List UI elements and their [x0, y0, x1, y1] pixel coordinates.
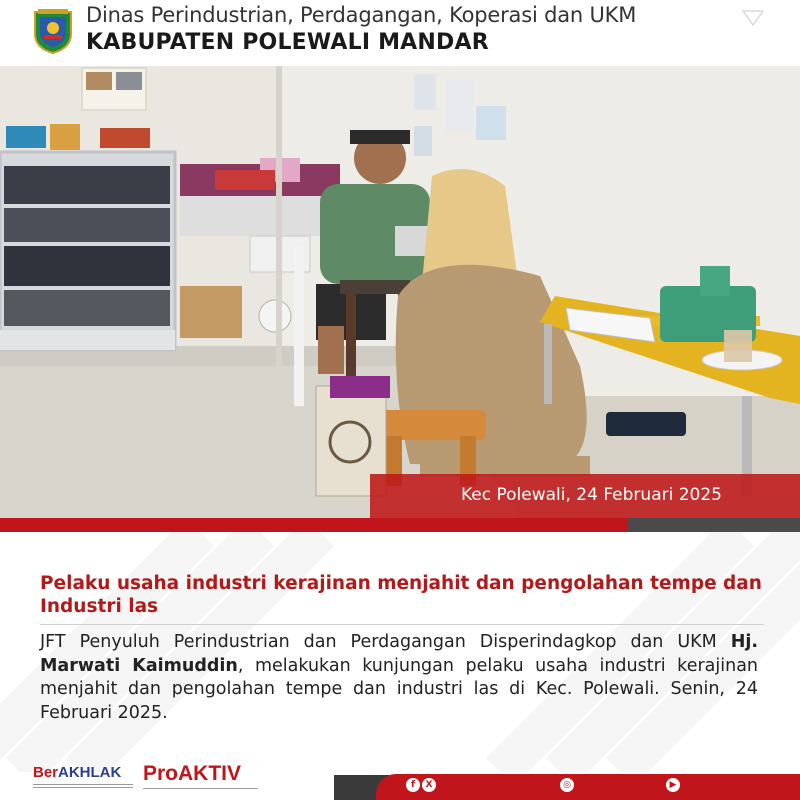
photo-caption: Kec Polewali, 24 Februari 2025 — [460, 485, 722, 505]
berakhlak-logo — [33, 760, 133, 796]
article-title: Pelaku usaha industri kerajinan menjahit dan pengolahan tempe dan Industri las — [40, 573, 762, 617]
person-name: Hj. Marwati Kaimuddin — [40, 632, 758, 676]
youtube-icon[interactable]: ▶ — [666, 778, 680, 792]
x-icon[interactable]: X — [422, 778, 436, 792]
title-divider — [40, 624, 764, 625]
triangle-icon — [742, 10, 764, 26]
facebook-icon[interactable]: f — [406, 778, 420, 792]
article-paragraph — [40, 631, 758, 725]
berakhlak-tagline-lines — [33, 784, 133, 787]
proaktiv-label: ProAKTIV — [143, 762, 242, 785]
regency-emblem-icon — [33, 8, 73, 54]
divider-gray — [628, 518, 800, 532]
header — [0, 0, 800, 66]
agency-name: Dinas Perindustrian, Perdagangan, Koperasi dan UKM — [86, 3, 637, 27]
berakhlak-prefix: Ber — [33, 764, 59, 781]
proaktiv-logo — [143, 760, 263, 796]
paragraph-text-end: , melakukan kunjungan pelaku usaha industri kerajinan menjahit dan pengolahan tempe dan industri las di Kec. Polewali. Senin, 24 Februari 2025. — [40, 655, 759, 723]
berakhlak-highlight: AKHLAK — [58, 764, 122, 781]
proaktiv-tagline-line — [143, 788, 258, 789]
caption-bar — [370, 474, 800, 518]
divider-red — [0, 518, 628, 532]
visit-photo — [0, 66, 800, 518]
region-name: KABUPATEN POLEWALI MANDAR — [86, 30, 489, 55]
instagram-icon[interactable]: ◎ — [560, 778, 574, 792]
paragraph-text-start: JFT Penyuluh Perindustrian dan Perdagangan Disperindagkop dan UKM — [40, 632, 731, 652]
social-bar — [376, 774, 800, 800]
